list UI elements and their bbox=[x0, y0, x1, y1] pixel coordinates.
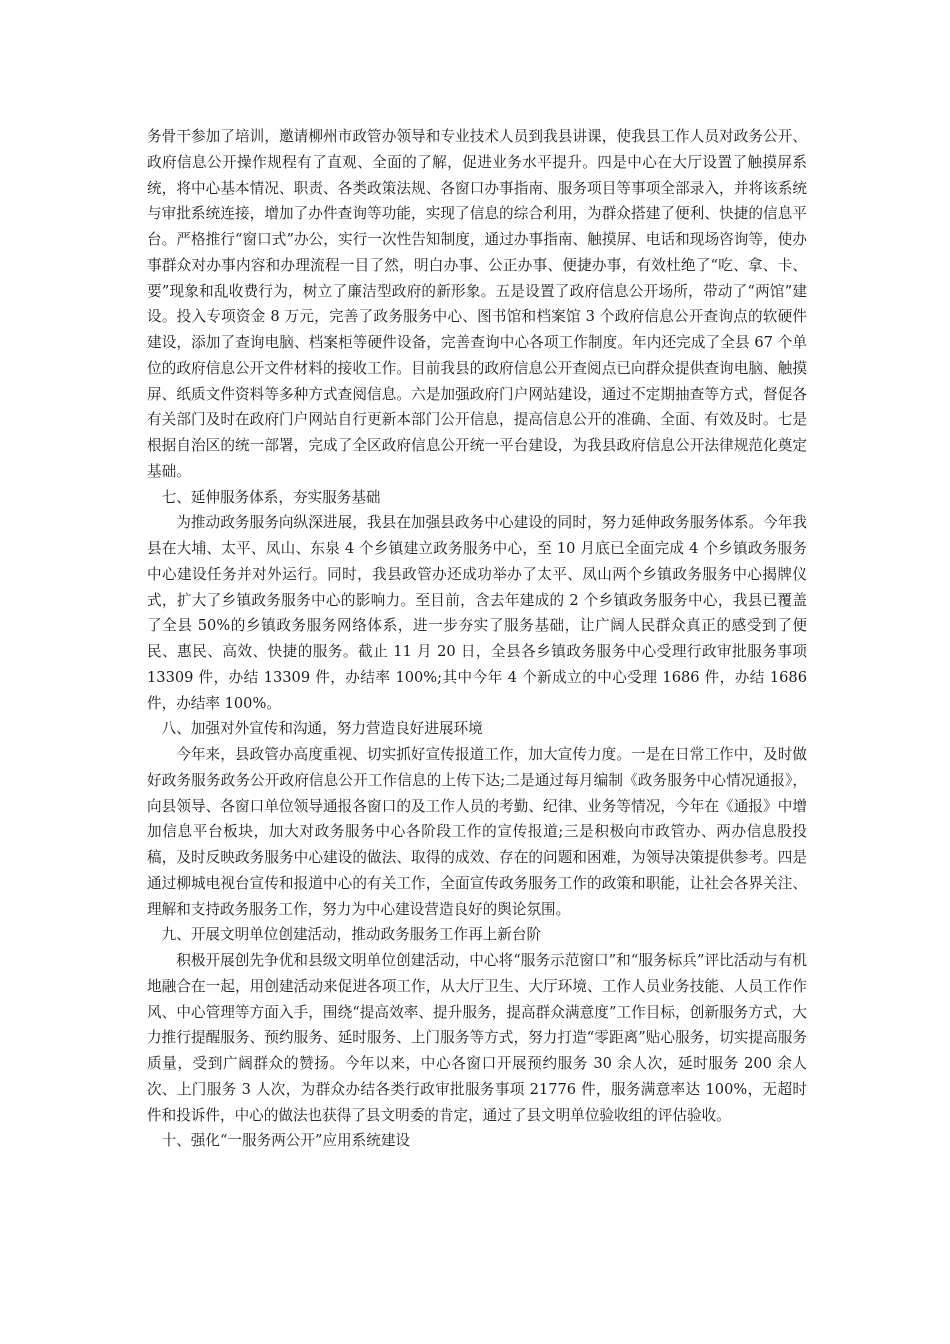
section-heading: 七、延伸服务体系，夯实服务基础 bbox=[161, 488, 381, 506]
body-paragraph: 为推动政务服务向纵深进展，我县在加强县政务中心建设的同时，努力延伸政务服务体系。今年我县在大埔、太平、凤山、东泉 4 个乡镇建立政务服务中心，至 10 月底已全面完成 4 个乡镇政务服务中心建设任务并对外运行。同时，我县政管办还成功举办了太平、凤山两个乡镇政务服务中心揭牌仪式，扩大了乡镇政务服务中心的影响力。至目前，含去年建成的 2 个乡镇政务服务中心，我县已覆盖了全县 50%的乡镇政务服务网络体系，进一步夯实了服务基础，让广阔人民群众真正的感受到了便民、惠民、高效、快捷的服务。截止 11 月 20 日，全县各乡镇政务服务中心受理行政审批服务事项 13309 件，办结 13309 件，办结率 100%;其中今年 4 个新成立的中心受理 1686 件，办结 1686 件，办结率 100%。 bbox=[147, 514, 807, 712]
body-paragraph: 积极开展创先争优和县级文明单位创建活动，中心将“服务示范窗口”和“服务标兵”评比活动与有机地融合在一起，用创建活动来促进各项工作，从大厅卫生、大厅环境、工作人员业务技能、人员工作作风、中心管理等方面入手，围绕“提高效率、提升服务，提高群众满意度”工作目标，创新服务方式，大力推行提醒服务、预约服务、延时服务、上门服务等方式，努力打造“零距离”贴心服务，切实提高服务质量，受到广阔群众的赞扬。今年以来，中心各窗口开展预约服务 30 余人次，延时服务 200 余人次、上门服务 3 人次，为群众办结各类行政审批服务事项 21776 件，服务满意率达 100%，无超时件和投诉件，中心的做法也获得了县文明委的肯定，通过了县文明单位验收组的评估验收。 bbox=[147, 952, 807, 1124]
section-heading: 九、开展文明单位创建活动，推动政务服务工作再上新台阶 bbox=[161, 926, 542, 944]
section-heading: 十、强化“一服务两公开”应用系统建设 bbox=[161, 1132, 411, 1150]
section-heading: 八、加强对外宣传和沟通，努力营造良好进展环境 bbox=[161, 720, 483, 738]
document-page bbox=[147, 124, 807, 1154]
body-paragraph: 今年来，县政管办高度重视、切实抓好宣传报道工作，加大宣传力度。一是在日常工作中，及时做好政务服务政务公开政府信息公开工作信息的上传下达;二是通过每月编制《政务服务中心情况通报》，向县领导、各窗口单位领导通报各窗口的及工作人员的考勤、纪律、业务等情况，今年在《通报》中增加信息平台板块，加大对政务服务中心各阶段工作的宣传报道;三是积极向市政管办、两办信息股投稿，及时反映政务服务中心建设的做法、取得的成效、存在的问题和困难，为领导决策提供参考。四是通过柳城电视台宣传和报道中心的有关工作，全面宣传政务服务工作的政策和职能，让社会各界关注、理解和支持政务服务工作，努力为中心建设营造良好的舆论氛围。 bbox=[147, 746, 807, 918]
body-paragraph: 务骨干参加了培训，邀请柳州市政管办领导和专业技术人员到我县讲课，使我县工作人员对政务公开、政府信息公开操作规程有了直观、全面的了解，促进业务水平提升。四是中心在大厅设置了触摸屏系统，将中心基本情况、职责、各类政策法规、各窗口办事指南、服务项目等事项全部录入，并将该系统与审批系统连接，增加了办件查询等功能，实现了信息的综合利用，为群众搭建了便利、快捷的信息平台。严格推行“窗口式”办公，实行一次性告知制度，通过办事指南、触摸屏、电话和现场咨询等，使办事群众对办事内容和办理流程一目了然，明白办事、公正办事、便捷办事，有效杜绝了“吃、拿、卡、要”现象和乱收费行为，树立了廉洁型政府的新形象。五是设置了政府信息公开场所，带动了“两馆”建设。投入专项资金 8 万元，完善了政务服务中心、图书馆和档案馆 3 个政府信息公开查询点的软硬件建设，添加了查询电脑、档案柜等硬件设备，完善查询中心各项工作制度。年内还完成了全县 67 个单位的政府信息公开文件材料的接收工作。目前我县的政府信息公开查阅点已向群众提供查询电脑、触摸屏、纸质文件资料等多种方式查阅信息。六是加强政府门户网站建设，通过不定期抽查等方式，督促各有关部门及时在政府门户网站自行更新本部门公开信息，提高信息公开的准确、全面、有效及时。七是根据自治区的统一部署，完成了全区政府信息公开统一平台建设，为我县政府信息公开法律规范化奠定基础。 bbox=[147, 128, 807, 480]
